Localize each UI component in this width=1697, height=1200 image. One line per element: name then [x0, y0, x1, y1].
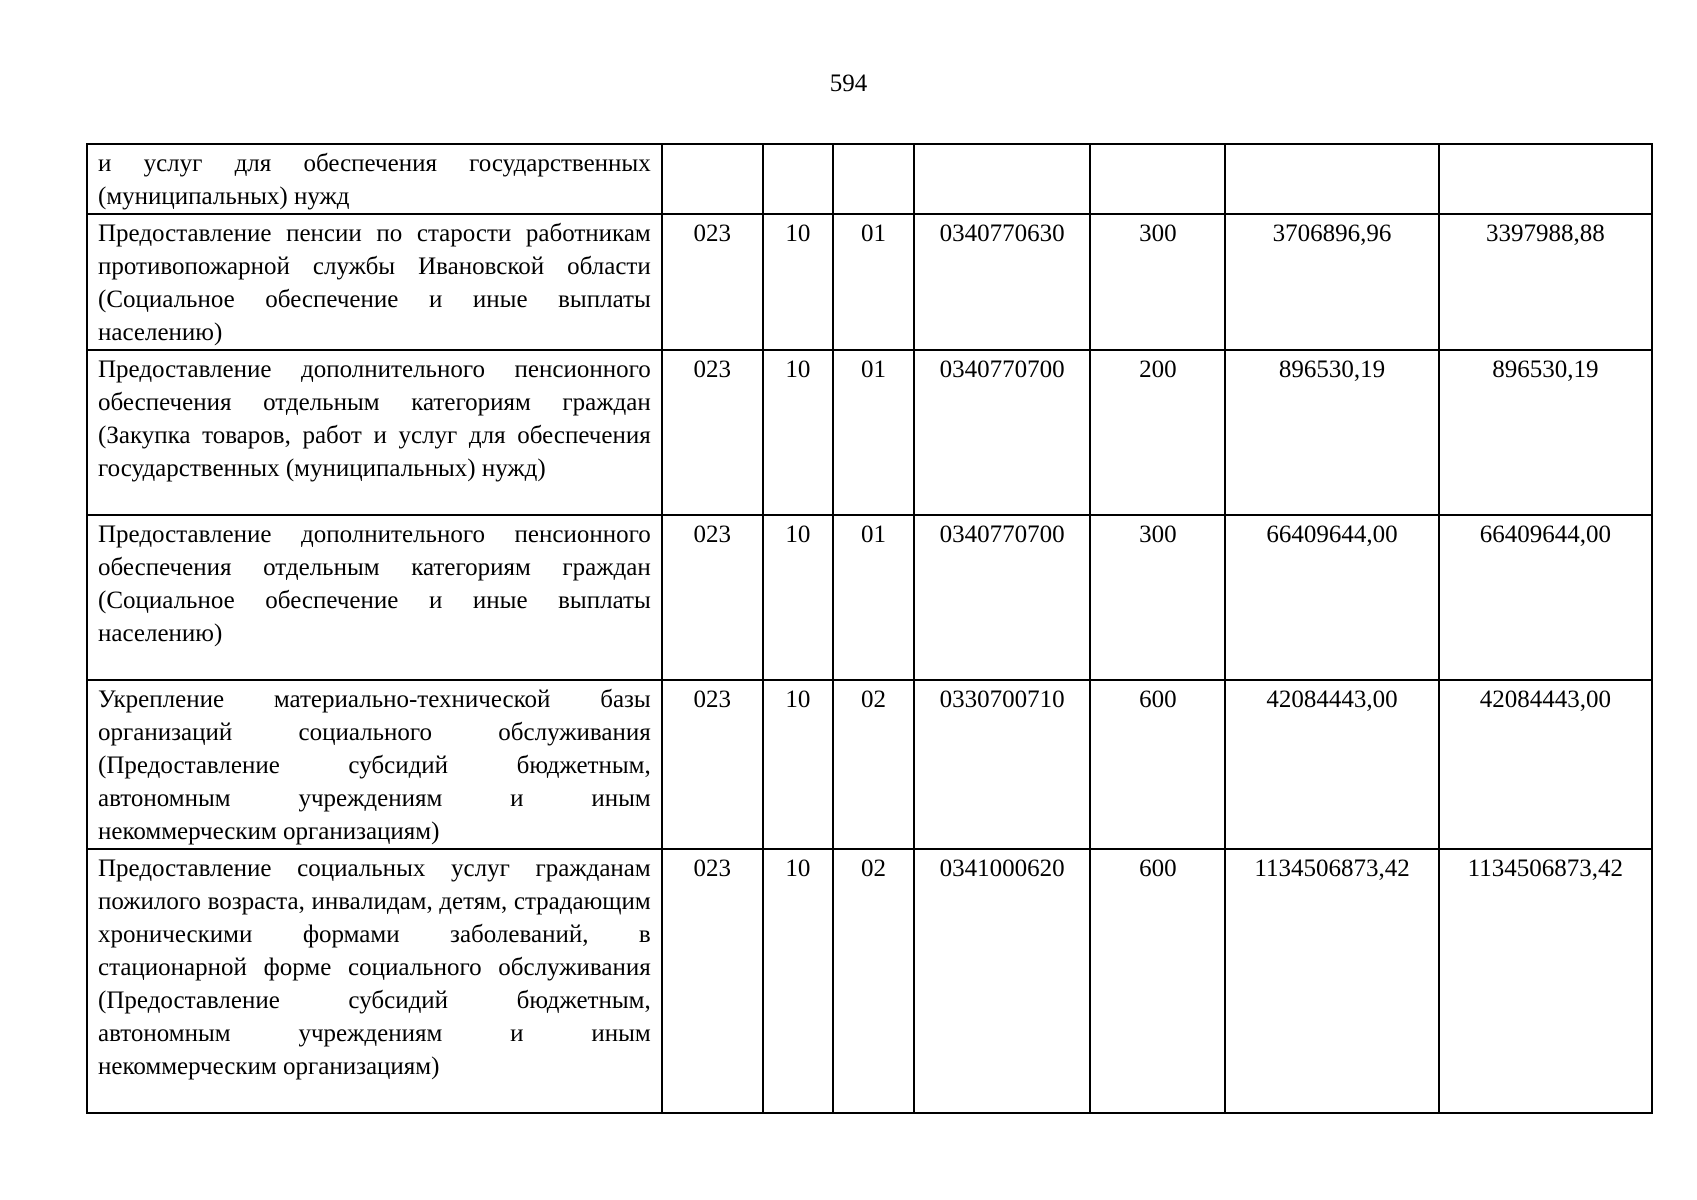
section-code — [763, 144, 833, 214]
expense-type-code: 300 — [1090, 214, 1225, 350]
amount-first: 1134506873,42 — [1225, 849, 1438, 1113]
amount-second: 1134506873,42 — [1439, 849, 1652, 1113]
row-description: Предоставление социальных услуг гражданам пожилого возраста, инвалидам, детям, страдающим хроническими формами заболеваний, в стационарной форме социального обслуживания (Предоставление субсидий бюджетным, автономным учреждениям и иным некоммерческим организациям) — [87, 849, 662, 1113]
subsection-code: 01 — [833, 214, 914, 350]
section-code: 10 — [763, 680, 833, 849]
subsection-code: 01 — [833, 515, 914, 680]
amount-second: 896530,19 — [1439, 350, 1652, 515]
expense-type-code: 200 — [1090, 350, 1225, 515]
page-number: 594 — [829, 70, 868, 97]
amount-first — [1225, 144, 1438, 214]
target-article-code: 0330700710 — [914, 680, 1090, 849]
table-row — [87, 214, 1652, 350]
amount-first: 896530,19 — [1225, 350, 1438, 515]
table-row — [87, 680, 1652, 849]
row-description: Предоставление дополнительного пенсионного обеспечения отдельным категориям граждан (Социальное обеспечение и иные выплаты населению) — [87, 515, 662, 680]
table-row — [87, 350, 1652, 515]
table-row — [87, 849, 1652, 1113]
expense-type-code: 600 — [1090, 680, 1225, 849]
ministry-code: 023 — [662, 214, 763, 350]
subsection-code: 02 — [833, 849, 914, 1113]
subsection-code: 01 — [833, 350, 914, 515]
row-description: и услуг для обеспечения государственных (муниципальных) нужд — [87, 144, 662, 214]
row-description: Предоставление дополнительного пенсионного обеспечения отдельным категориям граждан (Закупка товаров, работ и услуг для обеспечения государственных (муниципальных) нужд) — [87, 350, 662, 515]
ministry-code: 023 — [662, 350, 763, 515]
amount-second: 66409644,00 — [1439, 515, 1652, 680]
ministry-code: 023 — [662, 680, 763, 849]
amount-first: 3706896,96 — [1225, 214, 1438, 350]
budget-table — [86, 143, 1653, 1114]
ministry-code — [662, 144, 763, 214]
expense-type-code: 600 — [1090, 849, 1225, 1113]
expense-type-code — [1090, 144, 1225, 214]
ministry-code: 023 — [662, 849, 763, 1113]
subsection-code: 02 — [833, 680, 914, 849]
target-article-code: 0340770630 — [914, 214, 1090, 350]
section-code: 10 — [763, 214, 833, 350]
section-code: 10 — [763, 515, 833, 680]
target-article-code: 0340770700 — [914, 515, 1090, 680]
subsection-code — [833, 144, 914, 214]
row-description: Укрепление материально-технической базы организаций социального обслуживания (Предоставление субсидий бюджетным, автономным учреждениям и иным некоммерческим организациям) — [87, 680, 662, 849]
ministry-code: 023 — [662, 515, 763, 680]
amount-second: 3397988,88 — [1439, 214, 1652, 350]
target-article-code: 0340770700 — [914, 350, 1090, 515]
row-description: Предоставление пенсии по старости работникам противопожарной службы Ивановской области (Социальное обеспечение и иные выплаты населению) — [87, 214, 662, 350]
table-row — [87, 144, 1652, 214]
target-article-code: 0341000620 — [914, 849, 1090, 1113]
section-code: 10 — [763, 350, 833, 515]
amount-first: 66409644,00 — [1225, 515, 1438, 680]
section-code: 10 — [763, 849, 833, 1113]
amount-second: 42084443,00 — [1439, 680, 1652, 849]
amount-second — [1439, 144, 1652, 214]
amount-first: 42084443,00 — [1225, 680, 1438, 849]
expense-type-code: 300 — [1090, 515, 1225, 680]
table-row — [87, 515, 1652, 680]
target-article-code — [914, 144, 1090, 214]
